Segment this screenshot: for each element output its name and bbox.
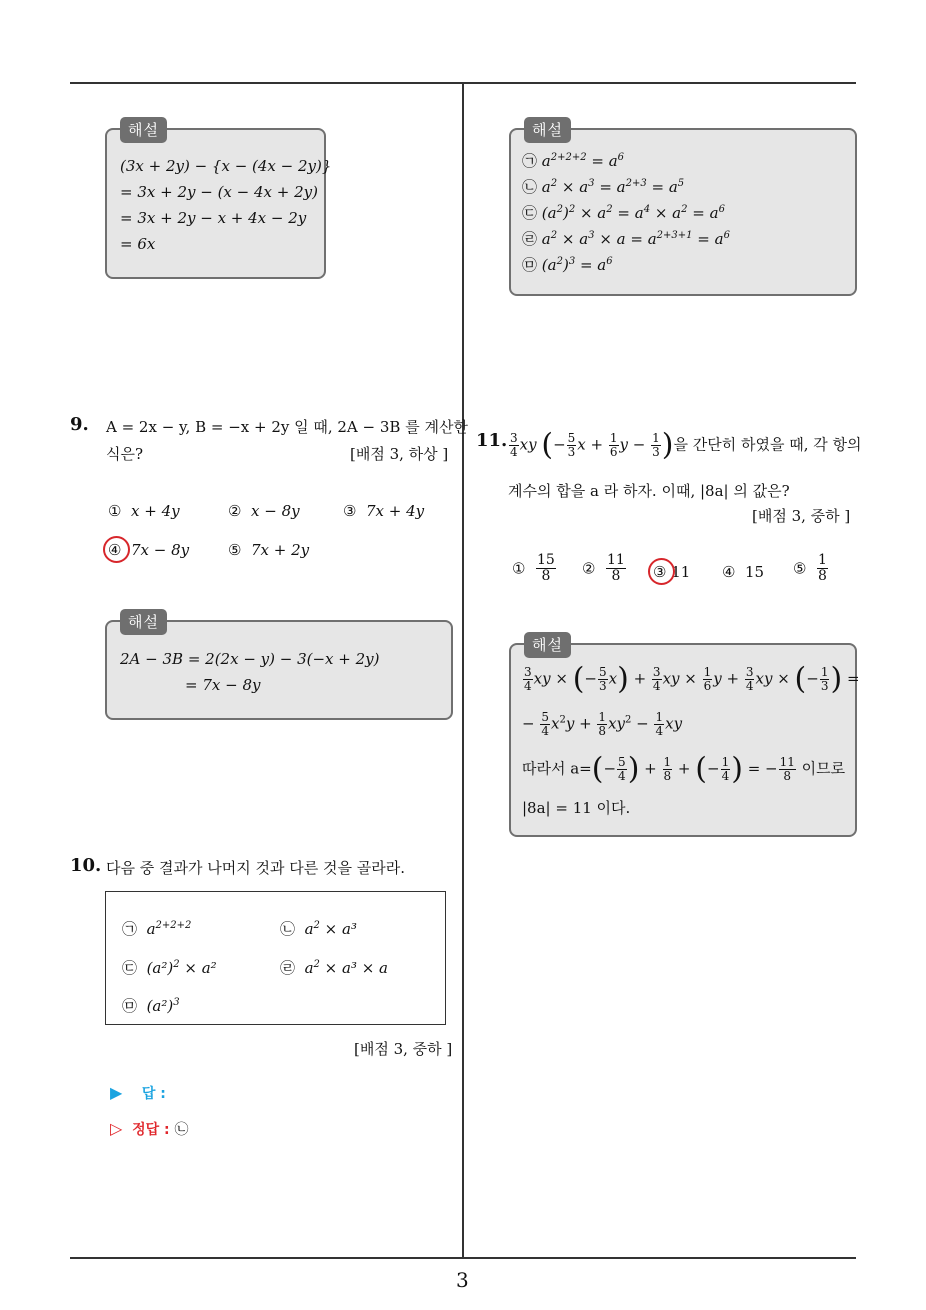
solution-line: 따라서 a=(− $\frac{5}{4}$ ) + $\frac{1}{8}$ + (− $\frac{1}{4}$ ) = − $\frac{11}{8}$ 이므로	[522, 751, 846, 787]
solution-tag: 해설	[120, 609, 167, 635]
solution-box-q9	[105, 620, 453, 720]
option-text: x + 4y	[131, 502, 180, 520]
page-number: 3	[456, 1268, 469, 1292]
option-5[interactable]: ⑤ $\frac{1}{8}$	[793, 552, 827, 584]
solution-line: = 3x + 2y − (x − 4x + 2y)	[120, 183, 318, 201]
solution-line: = 7x − 8y	[185, 676, 261, 694]
option-text: 7x − 8y	[131, 541, 190, 559]
solution-math: $a^2 \times a^3 = a^{2+3} = a^5$	[541, 178, 685, 196]
solution-line: 2A − 3B = 2(2x − y) − 3(−x + 2y)	[120, 650, 380, 668]
solution-line: $\frac{3}{4}$ xy × (− $\frac{5}{3}$ x) + $\frac{3}{4}$ xy × $\frac{1}{6}$ y + $\frac{3}{4}$ xy × (− $\frac{1}{3}$ ) =	[524, 661, 860, 697]
solution-tag: 해설	[524, 117, 571, 143]
solution-line: |8a| = 11 이다.	[522, 799, 631, 817]
option-3[interactable]	[343, 502, 424, 520]
answer-label: 답 :	[141, 1086, 166, 1102]
solution-line	[522, 228, 730, 249]
play-icon: ▶	[110, 1083, 123, 1102]
solution-math: $a^2 \times a^3 \times a = a^{2+3+1} = a^6$	[541, 230, 730, 248]
item-mark: ㉠	[522, 152, 542, 170]
item-ㄱ: ㉠ $a^{2+2+2}$	[122, 920, 192, 938]
question-text: 다음 중 결과가 나머지 것과 다른 것을 골라라.	[106, 859, 405, 877]
answer-row	[110, 1083, 166, 1103]
correct-answer-row	[110, 1119, 188, 1139]
question-number: 10.	[70, 855, 102, 876]
option-mark: ①	[108, 502, 122, 520]
solution-line: = 3x + 2y − x + 4x − 2y	[120, 209, 307, 227]
question-number: 9.	[70, 414, 89, 435]
item-ㅁ: ㉤ $(a^2)^3$	[122, 997, 180, 1015]
selected-answer-circle	[648, 558, 675, 585]
score-label: [배점 3, 중하 ]	[354, 1040, 453, 1058]
option-text: 7x + 2y	[251, 541, 310, 559]
solution-box-q8	[105, 128, 326, 279]
option-mark: ⑤	[228, 541, 242, 559]
play-outline-icon: ▷	[110, 1119, 123, 1138]
solution-line: − $\frac{5}{4}$ $x^2y$ + $\frac{1}{8}$ $xy^2$ − $\frac{1}{4}$ xy	[522, 710, 683, 738]
correct-value: ㉡	[174, 1122, 189, 1138]
option-mark: ④	[108, 541, 122, 559]
solution-line	[522, 150, 624, 171]
item-mark: ㉡	[522, 178, 542, 196]
question-text: A = 2x − y, B = −x + 2y 일 때, 2A − 3B 를 계산한	[106, 418, 468, 436]
option-text: 7x + 4y	[366, 502, 425, 520]
solution-tag: 해설	[524, 632, 571, 658]
question-text: 계수의 합을 a 라 하자. 이때, |8a| 의 값은?	[508, 482, 790, 500]
option-mark: ③	[343, 502, 357, 520]
correct-label: 정답 :	[132, 1122, 170, 1138]
question-text: 식은?	[106, 445, 144, 463]
option-3[interactable]: ③ 11	[653, 563, 691, 581]
solution-math: $(a^2)^3 = a^6$	[541, 256, 613, 274]
option-1[interactable]: ① $\frac{15}{8}$	[512, 552, 555, 584]
solution-line: (3x + 2y) − {x − (4x − 2y)}	[120, 157, 332, 175]
item-mark: ㉢	[522, 204, 542, 222]
option-4[interactable]: ④ 15	[722, 563, 765, 581]
score-label: [배점 3, 중하 ]	[752, 507, 851, 525]
solution-line	[522, 202, 725, 223]
item-mark: ㉤	[522, 256, 542, 274]
option-2[interactable]: ② $\frac{11}{8}$	[582, 552, 625, 584]
solution-math: $a^{2+2+2} = a^6$	[541, 152, 625, 170]
option-1[interactable]	[108, 502, 180, 520]
question-text: $\frac{3}{4}$ xy (− $\frac{5}{3}$ x + $\frac{1}{6}$ y − $\frac{1}{3}$ )을 간단히 하였을 때, 각 항의	[510, 427, 862, 463]
option-2[interactable]	[228, 502, 300, 520]
solution-math: $(a^2)^2 \times a^2 = a^4 \times a^2 = a^6$	[541, 204, 725, 222]
selected-answer-circle	[103, 536, 130, 563]
item-ㄹ: ㉣ $a^2 \times a^3 \times a$	[280, 959, 388, 977]
solution-line	[522, 176, 684, 197]
item-mark: ㉣	[522, 230, 542, 248]
option-5[interactable]	[228, 541, 309, 559]
solution-line: = 6x	[120, 235, 156, 253]
option-mark: ②	[228, 502, 242, 520]
score-label: [배점 3, 하상 ]	[350, 445, 449, 463]
solution-tag: 해설	[120, 117, 167, 143]
column-divider	[462, 83, 464, 1258]
item-ㄴ: ㉡ $a^2 \times a^3$	[280, 920, 357, 938]
item-ㄷ: ㉢ $(a^2)^2 \times a^2$	[122, 959, 217, 977]
solution-line	[522, 254, 613, 275]
question-number: 11.	[476, 430, 508, 451]
option-text: x − 8y	[251, 502, 300, 520]
